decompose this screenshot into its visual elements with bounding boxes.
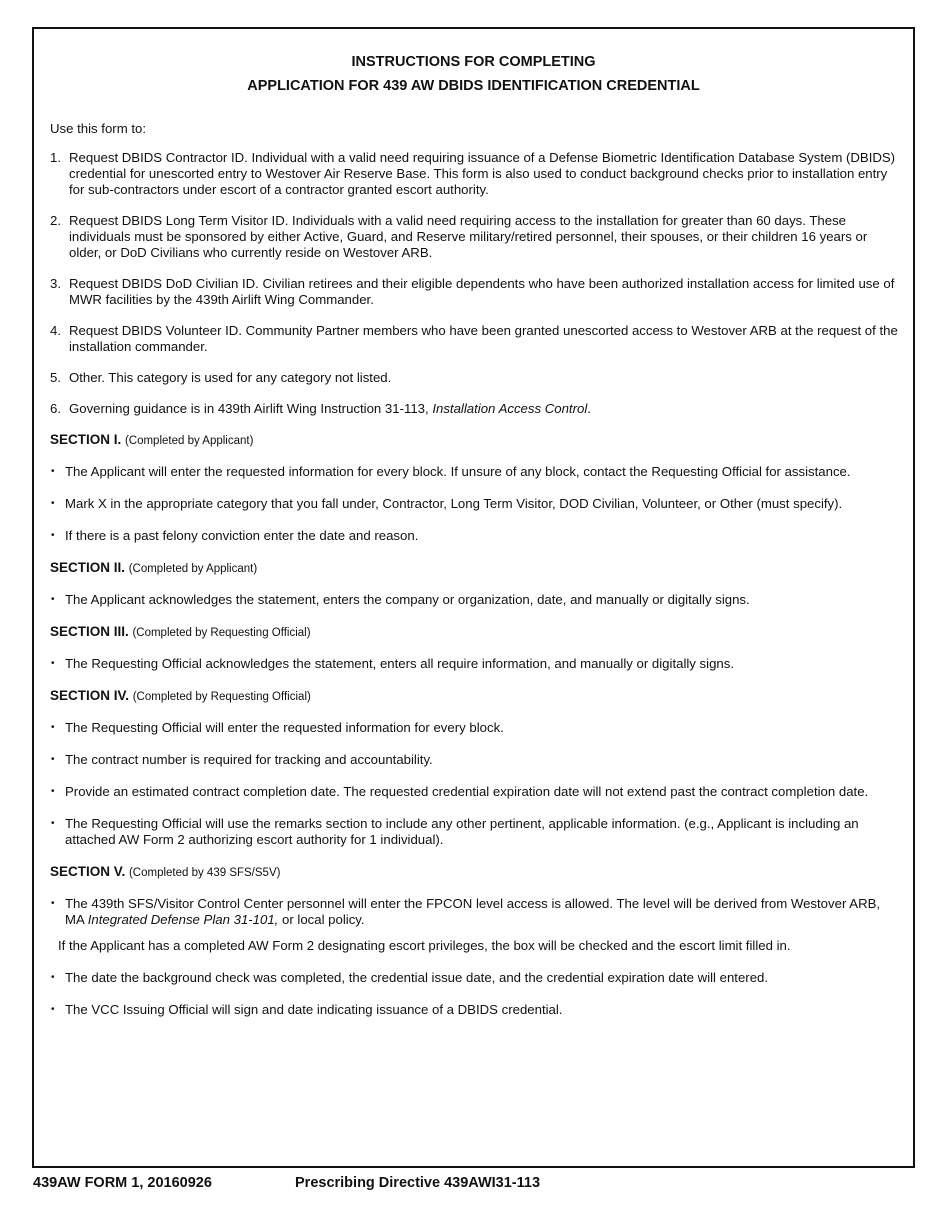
bullet-text: The Requesting Official will use the remarks section to include any other pertinent, applicable information. (e.g., Applicant is including an attached AW Form 2 authorizing escort authority for 1 individual). <box>65 816 859 847</box>
bullet-icon: • <box>51 972 55 983</box>
regulation-title: Installation Access Control <box>432 401 588 416</box>
bullet-icon: • <box>51 530 55 541</box>
bullet-icon: • <box>51 658 55 669</box>
bullet-icon: • <box>51 818 55 829</box>
list-item <box>50 528 900 544</box>
bullet-icon: • <box>51 786 55 797</box>
list-item <box>50 970 900 986</box>
instructions-body <box>50 121 900 1034</box>
list-item <box>50 784 900 800</box>
list-item <box>50 464 900 480</box>
intro-text: Use this form to: <box>50 121 147 136</box>
page-title-line1: INSTRUCTIONS FOR COMPLETING <box>351 54 596 70</box>
section-responsible: (Completed by Applicant) <box>124 435 254 447</box>
numbered-item-3 <box>50 276 900 308</box>
item-text-lead: Governing guidance is in 439th Airlift Wing Instruction 31-113, <box>69 401 433 416</box>
bullet-text: Mark X in the appropriate category that you fall under, Contractor, Long Term Visitor, DOD Civilian, Volunteer, or Other (must specify). <box>65 496 843 511</box>
bullet-icon: • <box>51 466 55 477</box>
numbered-item-2 <box>50 213 900 261</box>
section-1-heading <box>50 432 900 449</box>
bullet-text: The Applicant will enter the requested information for every block. If unsure of any block, contact the Requesting Official for assistance. <box>65 464 851 479</box>
bullet-icon: • <box>51 722 55 733</box>
item-text: Other. This category is used for any category not listed. <box>69 370 392 385</box>
section-title: SECTION IV. <box>50 688 130 703</box>
bullet-text <box>65 896 900 928</box>
item-number: 6. <box>50 401 61 416</box>
section-2-heading <box>50 560 900 577</box>
page-title-line2: APPLICATION FOR 439 AW DBIDS IDENTIFICATION CREDENTIAL <box>247 78 700 94</box>
item-text: Request DBIDS DoD Civilian ID. Civilian retirees and their eligible dependents who have been authorized installation access for limited use of MWR facilities by the 439th Airlift Wing Commander. <box>69 276 895 307</box>
numbered-item-6 <box>50 401 900 417</box>
bullet-icon: • <box>51 594 55 605</box>
section-title: SECTION I. <box>50 432 122 447</box>
item-text-end: . <box>587 401 591 416</box>
numbered-item-1 <box>50 150 900 198</box>
section-responsible: (Completed by Requesting Official) <box>132 627 311 639</box>
section-responsible: (Completed by Requesting Official) <box>132 691 311 703</box>
bullet-icon: • <box>51 1004 55 1015</box>
form-frame <box>32 27 915 1168</box>
section-title: SECTION III. <box>50 624 129 639</box>
bullet-text: If there is a past felony conviction enter the date and reason. <box>65 528 419 543</box>
item-text: Request DBIDS Contractor ID. Individual with a valid need requiring issuance of a Defense Biometric Identification Database System (DBIDS) credential for unescorted entry to Westover Air Reserve Base. This form is also used to conduct background checks prior to installation entry for sub-contractors under escort of a contractor granted escort authority. <box>69 150 896 197</box>
form-identifier: 439AW FORM 1, 20160926 <box>33 1175 212 1191</box>
bullet-text-lead: The 439th SFS/Visitor Control Center personnel will enter the FPCON level access is allowed. The level will be derived from Westover ARB, MA <box>65 896 881 927</box>
item-number: 2. <box>50 213 61 228</box>
item-text: Request DBIDS Long Term Visitor ID. Individuals with a valid need requiring access to the installation for greater than 60 days. These individuals must be sponsored by either Active, Guard, and Reserve military/retired personnel, their spouses, or their children 16 years or older, or DoD Civilians who currently reside on Westover ARB. <box>69 213 868 260</box>
bullet-text: The contract number is required for tracking and accountability. <box>65 752 433 767</box>
list-item <box>50 656 900 672</box>
bullet-text: The date the background check was completed, the credential issue date, and the credential expiration date will entered. <box>65 970 769 985</box>
item-text: Request DBIDS Volunteer ID. Community Partner members who have been granted unescorted access to Westover ARB at the request of the installation commander. <box>69 323 898 354</box>
list-item <box>50 896 900 928</box>
bullet-icon: • <box>51 754 55 765</box>
section-5-heading <box>50 864 900 881</box>
section-title: SECTION V. <box>50 864 126 879</box>
list-item <box>50 720 900 736</box>
section-3-heading <box>50 624 900 641</box>
list-item <box>50 496 900 512</box>
item-number: 4. <box>50 323 61 338</box>
bullet-icon: • <box>51 498 55 509</box>
bullet-text: The Requesting Official acknowledges the statement, enters all require information, and manually or digitally signs. <box>65 656 735 671</box>
prescribing-directive: Prescribing Directive 439AWI31-113 <box>295 1175 541 1191</box>
bullet-text: Provide an estimated contract completion date. The requested credential expiration date will not extend past the contract completion date. <box>65 784 869 799</box>
section-responsible: (Completed by 439 SFS/S5V) <box>128 867 281 879</box>
list-item <box>50 816 900 848</box>
bullet-icon: • <box>51 898 55 909</box>
list-item <box>50 752 900 768</box>
section-title: SECTION II. <box>50 560 126 575</box>
bullet-text: The Requesting Official will enter the requested information for every block. <box>65 720 504 735</box>
item-number: 5. <box>50 370 61 385</box>
item-number: 3. <box>50 276 61 291</box>
item-number: 1. <box>50 150 61 165</box>
section-4-heading <box>50 688 900 705</box>
list-item <box>50 1002 900 1018</box>
bullet-text: The VCC Issuing Official will sign and date indicating issuance of a DBIDS credential. <box>65 1002 563 1017</box>
plan-title: Integrated Defense Plan 31-101, <box>87 912 279 927</box>
list-item <box>50 592 900 608</box>
escort-note: If the Applicant has a completed AW Form 2 designating escort privileges, the box will be checked and the escort limit filled in. <box>58 938 791 953</box>
numbered-item-4 <box>50 323 900 355</box>
numbered-item-5 <box>50 370 900 386</box>
bullet-text-end: or local policy. <box>278 912 365 927</box>
section-responsible: (Completed by Applicant) <box>128 563 258 575</box>
bullet-text: The Applicant acknowledges the statement, enters the company or organization, date, and manually or digitally signs. <box>65 592 750 607</box>
item-text <box>69 401 900 417</box>
